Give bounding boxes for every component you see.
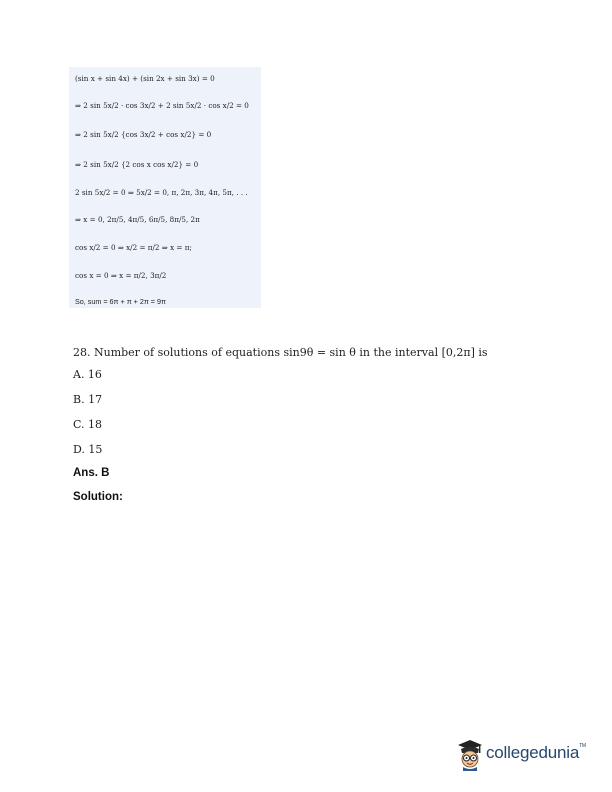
solution-step-7: cos x/2 = 0 ⇒ x/2 = π/2 ⇒ x = π; bbox=[75, 243, 192, 252]
logo-text: collegedunia™ bbox=[486, 743, 586, 762]
collegedunia-logo bbox=[455, 737, 587, 771]
solution-step-2: ⇒ 2 sin 5x/2 · cos 3x/2 + 2 sin 5x/2 · cos x/2 = 0 bbox=[75, 101, 249, 110]
option-b: B. 17 bbox=[73, 393, 103, 406]
solution-step-8: cos x = 0 ⇒ x = π/2, 3π/2 bbox=[75, 271, 167, 280]
solution-image-box bbox=[69, 67, 261, 308]
graduate-mascot-icon bbox=[455, 737, 485, 771]
solution-step-5: 2 sin 5x/2 = 0 ⇒ 5x/2 = 0, π, 2π, 3π, 4π, 5π, . . . bbox=[75, 188, 248, 197]
solution-step-3: ⇒ 2 sin 5x/2 {cos 3x/2 + cos x/2} = 0 bbox=[75, 130, 212, 139]
logo-trademark: TM bbox=[579, 743, 586, 749]
question-text: 28. Number of solutions of equations sin9θ = sin θ in the interval [0,2π] is bbox=[73, 346, 488, 359]
solution-step-4: ⇒ 2 sin 5x/2 {2 cos x cos x/2} = 0 bbox=[75, 160, 199, 169]
option-c: C. 18 bbox=[73, 418, 103, 431]
solution-sum: So, sum = 6π + π + 2π = 9π bbox=[75, 297, 166, 306]
option-a: A. 16 bbox=[73, 368, 102, 381]
answer-label: Ans. B bbox=[73, 467, 110, 479]
option-d: D. 15 bbox=[73, 443, 103, 456]
solution-step-6: ⇒ x = 0, 2π/5, 4π/5, 6π/5, 8π/5, 2π bbox=[75, 215, 200, 224]
solution-label: Solution: bbox=[73, 491, 123, 503]
solution-step-1: (sin x + sin 4x) + (sin 2x + sin 3x) = 0 bbox=[75, 74, 215, 83]
